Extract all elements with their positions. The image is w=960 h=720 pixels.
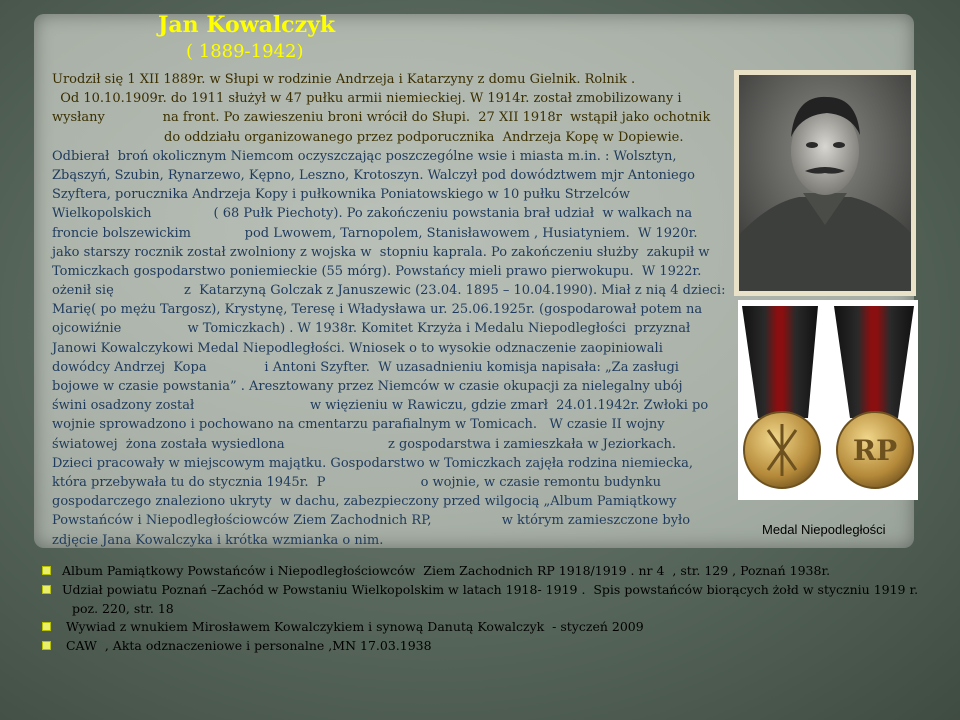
source-text: Album Pamiątkowy Powstańców i Niepodległościowców Ziem Zachodnich RP 1918/1919 . nr 4 , str. 129 , Poznań 1938r. [62,563,831,578]
source-item [40,581,940,619]
bio-line: ojcowiźnie w Tomiczkach) . W 1938r. Komitet Krzyża i Medalu Niepodległości przyznał [52,321,691,337]
source-item [40,637,940,656]
bio-line: Urodził się 1 XII 1889r. w Słupi w rodzinie Andrzeja i Katarzyny z domu Gielnik. Rolnik . [52,72,636,87]
bio-line: froncie bolszewickim pod Lwowem, Tarnopolem, Stanisławowem , Husiatyniem. W 1920r. [52,225,698,241]
bio-line: Od 10.10.1909r. do 1911 służył w 47 pułku armii niemieckiej. W 1914r. został zmobilizowany i [52,91,682,107]
portrait-photo [734,70,916,296]
bio-line: Dzieci pracowały w miejscowym majątku. Gospodarstwo w Tomiczkach zajęła rodzina niemiecka, [52,455,693,471]
sources-list [40,562,940,656]
bio-line: Wielkopolskich ( 68 Pułk Piechoty). Po zakończeniu powstania brał udział w walkach na [52,206,693,222]
person-name: Jan Kowalczyk [158,12,336,38]
checkbox-bullet-icon [42,641,51,650]
medal-caption: Medal Niepodległości [762,522,886,537]
bio-line: światowej żona została wysiedlona z gospodarstwa i zamieszkała w Jeziorkach. [52,436,677,452]
source-text: poz. 220, str. 18 [72,600,174,616]
checkbox-bullet-icon [42,585,51,594]
bio-line: Szyftera, porucznika Andrzeja Kopy i pułkownika Poniatowskiego w 10 pułku Strzelców [52,187,630,203]
source-text: Udział powiatu Poznań –Zachód w Powstaniu Wielkopolskim w latach 1918- 1919 . Spis powstańców biorących żołd w styczniu 1919 r. [62,581,919,597]
bio-line: Powstańców i Niepodległościowców Ziem Zachodnich RP, w którym zamieszczone było [52,513,691,529]
bio-line: wojnie sprowadzono i pochowano na cmentarzu parafialnym w Tomicach. W czasie II wojny [52,417,665,433]
svg-text:RP: RP [852,434,898,467]
bio-line: Tomiczkach gospodarstwo poniemieckie (55 mórg). Powstańcy mieli prawo pierwokupu. W 1922r. [52,263,702,279]
source-text: Wywiad z wnukiem Mirosławem Kowalczykiem i synową Danutą Kowalczyk - styczeń 2009 [62,619,644,635]
source-text: CAW , Akta odznaczeniowe i personalne ,MN 17.03.1938 [62,638,432,654]
bio-line: Marię( po mężu Targosz), Krystynę, Teresę i Władysława ur. 25.06.1925r. (gospodarował potem na [52,302,703,318]
checkbox-bullet-icon [42,566,51,575]
bio-line: Odbierał broń okolicznym Niemcom oczyszczając poszczególne wsie i miasta m.in. : Wolsztyn, [52,148,677,164]
bio-line: do oddziału organizowanego przez podporucznika Andrzeja Kopę w Dopiewie. [164,129,684,145]
bio-line: ożenił się z Katarzyną Golczak z Januszewic (23.04. 1895 – 10.04.1990). Miał z nią 4 dzieci: [52,283,726,299]
bio-line: jako starszy rocznik został zwolniony z wojska w stopniu kaprala. Po zakończeniu służby zakupił w [52,244,710,260]
bio-line: świni osadzony został w więzieniu w Rawiczu, gdzie zmarł 24.01.1942r. Zwłoki po [52,398,709,414]
bio-line: zdjęcie Jana Kowalczyka i krótka wzmianka o nim. [52,532,384,548]
bio-line: która przebywała tu do stycznia 1945r. P o wojnie, w czasie remontu budynku [52,474,661,490]
independence-medal-image [738,300,918,500]
bio-line: gospodarczego znaleziono ukryty w dachu, zabezpieczony przed wilgocią „Album Pamiątkowy [52,494,677,510]
bio-line: wysłany na front. Po zawieszeniu broni wrócił do Słupi. 27 XII 1918r wstąpił jako ochotnik [52,110,711,126]
bio-line: Zbąszyń, Szubin, Rynarzewo, Kępno, Leszno, Krotoszyn. Walczył pod dowództwem mjr Antoniego [52,167,695,183]
source-item [40,562,940,581]
biography-text [52,70,726,550]
bio-line: Janowi Kowalczykowi Medal Niepodległości. Wniosek o to wysokie odznaczenie zaopiniowali [52,340,663,356]
bio-line: dowódcy Andrzej Kopa i Antoni Szyfter. W uzasadnieniu komisja napisała: „Za zasługi [52,359,679,375]
source-item [40,618,940,637]
checkbox-bullet-icon [42,622,51,631]
bio-line: bojowe w czasie powstania” . Aresztowany przez Niemców w czasie okupacji za nielegalny ubój [52,379,683,394]
life-years: ( 1889-1942) [186,41,304,62]
